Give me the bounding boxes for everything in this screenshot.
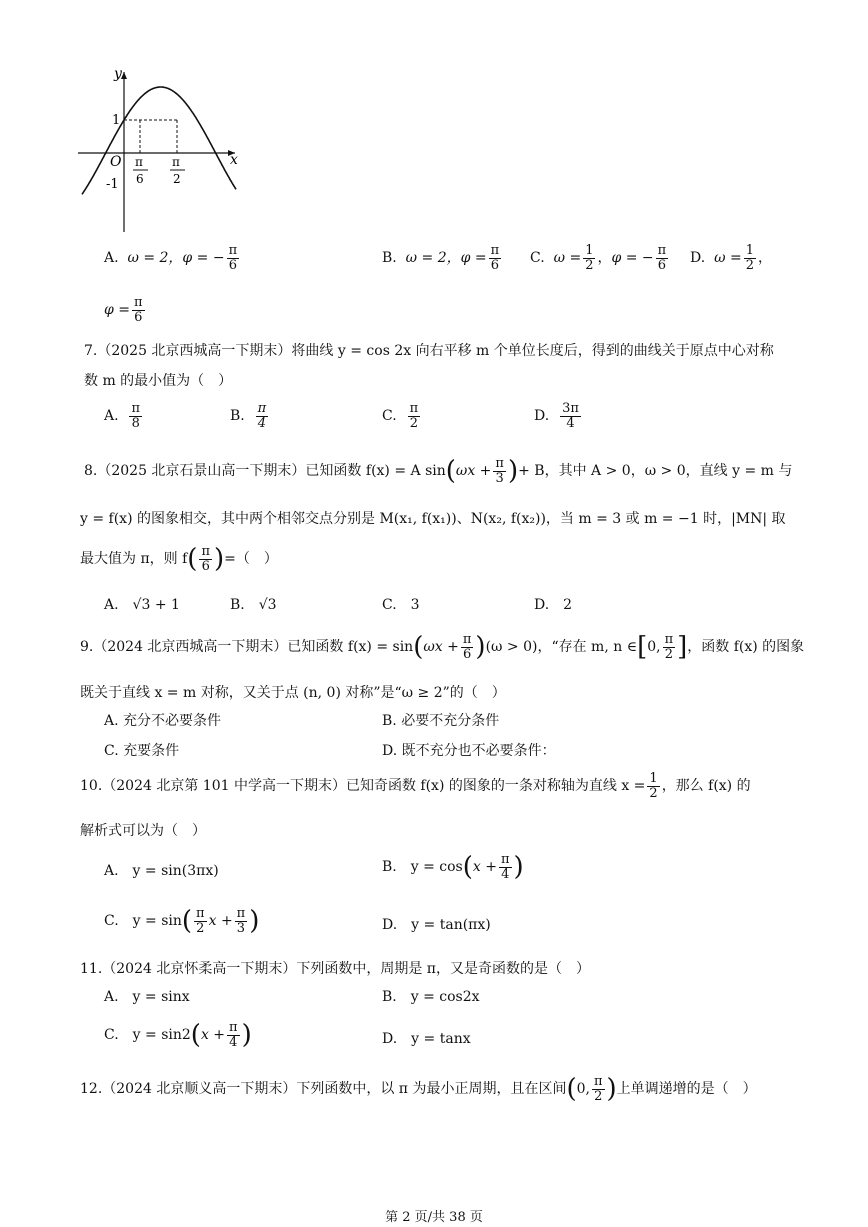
q11-option-b[interactable]: B. y = cos2x	[382, 989, 480, 1005]
q8-stem-line3: 最大值为 π，则 f( $\frac{\pi}{6}$ )=（ ）	[80, 543, 278, 574]
svg-text:π: π	[172, 155, 180, 169]
svg-text:1: 1	[112, 113, 121, 128]
q7-option-b[interactable]: B. $\frac{\pi}{4}$	[230, 401, 267, 431]
q7-stem-line1: 7.（2025 北京西城高一下期末）将曲线 y = cos 2x 向右平移 m 个单位长度后，得到的曲线关于原点中心对称	[84, 343, 774, 359]
q11-option-d[interactable]: D. y = tanx	[382, 1031, 471, 1047]
q8-option-b[interactable]: B. √3	[230, 597, 277, 613]
q8-stem-line1: 8.（2025 北京石景山高一下期末）已知函数 f(x) = A sin(ωx + $\frac{\pi}{3}$ )+ B，其中 A > 0，ω > 0，直线 y = m 与	[84, 455, 793, 486]
q9-option-c[interactable]: C. 充要条件	[104, 743, 180, 759]
page-footer: 第 2 页/共 38 页	[385, 1210, 483, 1225]
q9-stem-line1: 9.（2024 北京西城高一下期末）已知函数 f(x) = sin(ωx + $\frac{\pi}{6}$ )(ω > 0)，“存在 m, n ∈[0, $\frac{\pi}{2}$ ]，函数 f(x) 的图象	[80, 631, 805, 662]
q9-option-d[interactable]: D. 既不充分也不必要条件：	[382, 743, 556, 759]
q10-option-a[interactable]: A. y = sin(3πx)	[104, 863, 219, 879]
sine-graph	[70, 60, 250, 240]
svg-text:2: 2	[173, 172, 181, 186]
q6-option-d-phi: φ = $\frac{\pi}{6}$	[104, 295, 143, 325]
q7-option-a[interactable]: A. $\frac{\pi}{8}$	[104, 401, 141, 431]
q8-stem-line2: y = f(x) 的图象相交，其中两个相邻交点分别是 M(x₁, f(x₁))、N(x₂, f(x₂))，当 m = 3 或 m = −1 时，|MN| 取	[80, 511, 786, 527]
q10-stem-line1: 10.（2024 北京第 101 中学高一下期末）已知奇函数 f(x) 的图象的一条对称轴为直线 x = $\frac{1}{2}$ ，那么 f(x) 的	[80, 771, 751, 801]
q10-option-c[interactable]: C. y = sin( $\frac{\pi}{2}$ x + $\frac{\pi}{3}$ )	[104, 905, 260, 936]
q9-stem-line2: 既关于直线 x = m 对称，又关于点 (n, 0) 对称”是“ω ≥ 2”的（ ）	[80, 685, 506, 701]
q6-option-b[interactable]: B. ω = 2，φ = $\frac{\pi}{6}$	[382, 243, 500, 273]
q10-option-b[interactable]: B. y = cos(x + $\frac{\pi}{4}$ )	[382, 851, 524, 882]
svg-text:y: y	[114, 66, 122, 82]
q8-option-a[interactable]: A. √3 + 1	[104, 597, 180, 613]
q8-option-c[interactable]: C. 3	[382, 597, 420, 613]
svg-text:x: x	[230, 152, 238, 168]
q11-stem-line1: 11.（2024 北京怀柔高一下期末）下列函数中，周期是 π，又是奇函数的是（ ）	[80, 961, 590, 977]
q11-option-a[interactable]: A. y = sinx	[104, 989, 190, 1005]
q6-option-a[interactable]: A. ω = 2，φ = − $\frac{\pi}{6}$	[104, 243, 238, 273]
q7-option-c[interactable]: C. $\frac{\pi}{2}$	[382, 401, 419, 431]
q9-option-a[interactable]: A. 充分不必要条件	[104, 713, 222, 729]
svg-text:π: π	[135, 155, 143, 169]
q8-option-d[interactable]: D. 2	[534, 597, 573, 613]
svg-text:-1: -1	[106, 177, 119, 192]
svg-text:6: 6	[136, 172, 144, 186]
q7-stem-line2: 数 m 的最小值为（ ）	[84, 373, 233, 389]
q7-option-d[interactable]: D. $\frac{3\pi}{4}$	[534, 401, 579, 431]
q10-option-d[interactable]: D. y = tan(πx)	[382, 917, 491, 933]
q6-option-c[interactable]: C. ω = $\frac{1}{2}$ ，φ = − $\frac{\pi}{6}$	[530, 243, 667, 273]
q12-stem-line1: 12.（2024 北京顺义高一下期末）下列函数中，以 π 为最小正周期，且在区间(0, $\frac{\pi}{2}$ )上单调递增的是（ ）	[80, 1073, 757, 1104]
q10-stem-line2: 解析式可以为（ ）	[80, 823, 206, 839]
q6-option-d[interactable]: D. ω = $\frac{1}{2}$ ，	[690, 243, 772, 273]
q11-option-c[interactable]: C. y = sin2(x + $\frac{\pi}{4}$ )	[104, 1019, 252, 1050]
svg-text:O: O	[110, 154, 122, 170]
q9-option-b[interactable]: B. 必要不充分条件	[382, 713, 500, 729]
